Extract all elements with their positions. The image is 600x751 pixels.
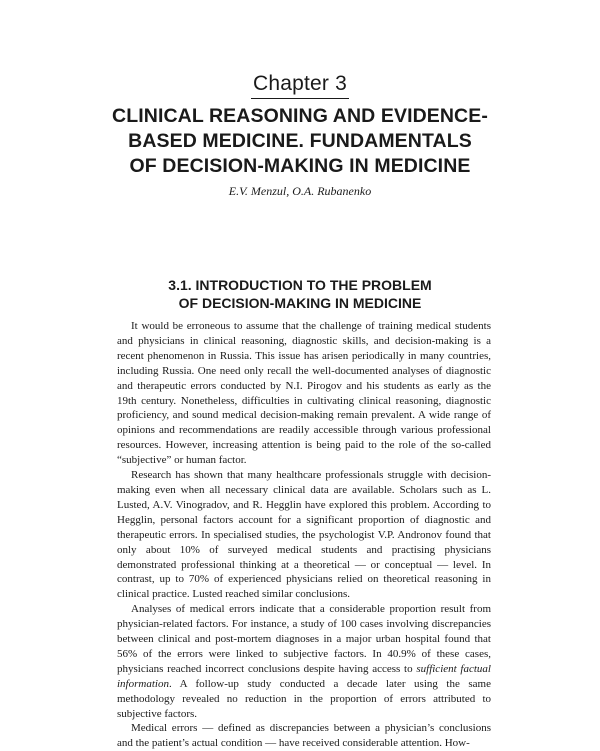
paragraph: It would be erroneous to assume that the challenge of training medical students and physicians in clinical reasoning, diagnostic skills, and decision-making is a recent phenomenon in Russia. This issue has arisen periodically in many countries, including Russia. One need only recall the well-documented analyses of diagnostic and therapeutic errors conducted by N.I. Pirogov and his students as early as the 19th century. Nonetheless, difficulties in cultivating clinical reasoning, diagnostic proficiency, and sound medical decision-making remain prevalent. A wide range of opinions and recommendations are readily accessible through various professional resources. However, increasing attention is being paid to the role of the so-called “subjective” or human factor. — [117, 320, 491, 467]
paragraph — [117, 602, 491, 721]
paragraph-text: Analyses of medical errors indicate that a considerable proportion result from physician-related factors. For instance, a study of 100 cases involving discrepancies between clinical and post-mortem diagnoses in a major urban hospital found that 56% of the errors were linked to subjective factors. In 40.9% of these cases, physicians reached incorrect conclusions despite having access to — [117, 603, 491, 675]
body-text — [117, 319, 491, 751]
chapter-label-text: Chapter 3 — [251, 72, 349, 99]
paragraph: Medical errors — defined as discrepancies between a physician’s conclusions and the patient’s actual condition — have received considerable attention. How- — [117, 722, 491, 750]
paragraph: Research has shown that many healthcare professionals struggle with decision-making even when all necessary clinical data are available. Scholars such as L. Lusted, A.V. Vinogradov, and R. Hegglin have explored this problem. According to Hegglin, personal factors account for a significant proportion of diagnostic and therapeutic errors. In specialised studies, the psychologist V.P. Andronov found that only about 10% of surveyed medical students and practising physicians demonstrated professional thinking at a theoretical — or conceptual — level. In contrast, up to 70% of experienced physicians relied on theoretical reasoning in clinical practice. Lusted reached similar conclusions. — [117, 469, 491, 601]
chapter-title-line: CLINICAL REASONING AND EVIDENCE- — [112, 105, 488, 127]
paragraph-text: . A follow-up study conducted a decade later using the same methodology revealed no reduction in the proportion of errors attributed to subjective factors. — [117, 677, 491, 720]
section-title-line: OF DECISION-MAKING IN MEDICINE — [178, 295, 422, 311]
chapter-title — [40, 104, 560, 179]
chapter-title-line: OF DECISION-MAKING IN MEDICINE — [129, 155, 471, 177]
section-title — [40, 276, 560, 312]
chapter-authors: E.V. Menzul, O.A. Rubanenko — [228, 184, 372, 198]
chapter-title-line: BASED MEDICINE. FUNDAMENTALS — [128, 130, 472, 152]
section-title-line: 3.1. INTRODUCTION TO THE PROBLEM — [168, 277, 432, 293]
chapter-label — [0, 72, 600, 99]
emphasized-phrase: sufficient factual information — [117, 662, 491, 690]
